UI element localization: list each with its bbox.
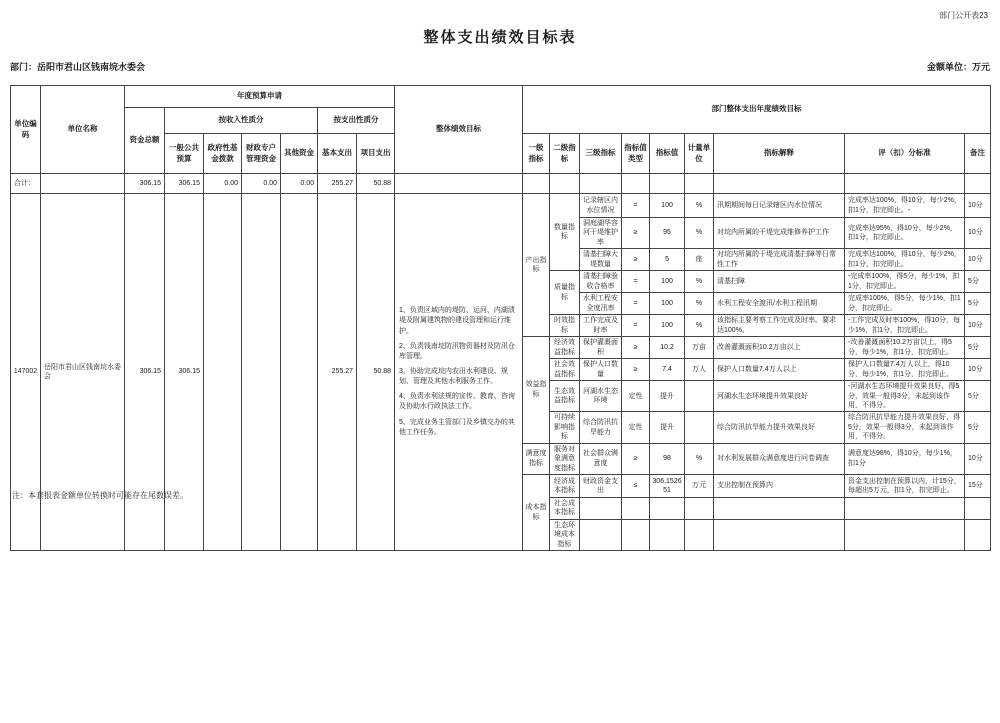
col-header-other-funds: 其他资金 [281, 134, 318, 174]
level3-indicator [580, 519, 622, 550]
level1-output: 产出指标 [523, 194, 550, 337]
col-header-project-exp: 项目支出 [357, 134, 395, 174]
indicator-value [650, 498, 685, 520]
indicator-value: 98 [650, 443, 685, 474]
score-standard: 完成率达100%，得10分，每少2%，扣1分，扣完即止。- [845, 194, 965, 218]
col-header-fiscal-account: 财政专户管理资金 [242, 134, 281, 174]
indicator-explain: 改善灌溉面积10.2万亩以上 [714, 337, 845, 359]
col-header-unit-code: 单位编码 [11, 86, 41, 174]
indicator-value: 100 [650, 194, 685, 218]
note-value: 10分 [965, 315, 991, 337]
note-value: 10分 [965, 194, 991, 218]
total-project-exp-value: 50.88 [357, 174, 395, 194]
indicator-explain: 综合防汛抗旱能力提升效果良好 [714, 412, 845, 443]
col-header-unit-name: 单位名称 [41, 86, 125, 174]
level2-social-benefit: 社会效益指标 [550, 359, 580, 381]
amount-unit-label: 金额单位：万元 [926, 62, 990, 72]
score-standard: 完成率达100%，得10分，每少2%，扣1分，扣完即止。 [845, 249, 965, 271]
col-header-level3: 三级指标 [580, 134, 622, 174]
total-empty [650, 174, 685, 194]
col-header-total-funds: 资金总额 [125, 108, 165, 174]
col-header-general-public: 一般公共预算 [165, 134, 204, 174]
indicator-value: 提升 [650, 412, 685, 443]
col-header-value: 指标值 [650, 134, 685, 174]
total-empty [580, 174, 622, 194]
score-standard: -完成率100%，得5分，每少1%，扣1分，扣完即止。 [845, 271, 965, 293]
score-standard: -改善灌溉面积10.2万亩以上，得5分，每少1%，扣1分，扣完即止。 [845, 337, 965, 359]
value-type: 定性 [622, 412, 650, 443]
level3-indicator: 工作完成及时率 [580, 315, 622, 337]
performance-target-table [10, 85, 991, 551]
unit-gov-fund [204, 194, 242, 551]
col-header-basic-exp: 基本支出 [318, 134, 357, 174]
meta-row [10, 60, 990, 73]
measure-unit: % [685, 271, 714, 293]
value-type: ≥ [622, 249, 650, 271]
total-empty [845, 174, 965, 194]
score-standard: 完成率达95%，得10分，每少2%，扣1分，扣完即止。 [845, 218, 965, 249]
level3-indicator: 综合防汛抗旱能力 [580, 412, 622, 443]
note-value: 10分 [965, 218, 991, 249]
page-title: 整体支出绩效目标表 [423, 29, 577, 46]
measure-unit [685, 498, 714, 520]
col-header-measure-unit: 计量单位 [685, 134, 714, 174]
level1-satisfaction: 满意度指标 [523, 443, 550, 474]
score-standard: 资金支出控制在预算以内，计15分，每超出5万元，扣1分，扣完即止。 [845, 475, 965, 498]
level3-indicator: 保护灌溉面积 [580, 337, 622, 359]
total-empty [523, 174, 550, 194]
header-row-1 [11, 86, 991, 108]
col-header-gov-fund: 政府性基金拨款 [204, 134, 242, 174]
total-empty [714, 174, 845, 194]
score-standard: 满意度达98%，得10分，每少1%，扣1分 [845, 443, 965, 474]
col-header-overall-target: 整体绩效目标 [395, 86, 523, 174]
level3-indicator: 清基扫障大堤数量 [580, 249, 622, 271]
measure-unit: 万元 [685, 475, 714, 498]
level3-indicator: 水利工程安全度汛率 [580, 293, 622, 315]
level2-quality: 质量指标 [550, 271, 580, 315]
level2-service-satisfaction: 服务对象满意度指标 [550, 443, 580, 474]
level3-indicator: 社会群众满意度 [580, 443, 622, 474]
indicator-value: 100 [650, 271, 685, 293]
indicator-explain: 对水利发展群众满意度进行问卷调查 [714, 443, 845, 474]
indicator-row [11, 194, 991, 218]
score-standard: 保护人口数量7.4万人以上，得10分，每少1%，扣1分，扣完即止。 [845, 359, 965, 381]
measure-unit: 万人 [685, 359, 714, 381]
goal-item: 2、负责钱南垸防汛物资器材及防汛仓库管理。 [399, 342, 515, 360]
indicator-value [650, 519, 685, 550]
col-header-score-standard: 评（扣）分标准 [845, 134, 965, 174]
unit-code-value: 147002 [11, 194, 41, 551]
level1-cost: 成本指标 [523, 475, 550, 551]
value-type: ≥ [622, 218, 650, 249]
value-type: = [622, 194, 650, 218]
value-type: = [622, 271, 650, 293]
level1-benefit: 效益指标 [523, 337, 550, 444]
total-other-funds-value: 0.00 [281, 174, 318, 194]
unit-project-exp: 50.88 [357, 194, 395, 551]
indicator-explain: 对垸内所属的干堤完成维修养护工作 [714, 218, 845, 249]
level3-indicator: 洞庭湖华容河干堤维护率 [580, 218, 622, 249]
score-standard [845, 498, 965, 520]
indicator-value: 10.2 [650, 337, 685, 359]
overall-goals-cell [395, 194, 523, 551]
value-type [622, 498, 650, 520]
total-label: 合计： [11, 174, 41, 194]
department-label: 部门：岳阳市君山区钱南垸水委会 [10, 62, 146, 72]
col-header-annual-budget: 年度预算申请 [125, 86, 395, 108]
total-row [11, 174, 991, 194]
indicator-value: 95 [650, 218, 685, 249]
goal-item: 4、负责水利法规的宣传、教育、咨询及协助水行政执法工作。 [399, 393, 515, 411]
col-header-note: 备注 [965, 134, 991, 174]
note-value: 5分 [965, 337, 991, 359]
note-value: 5分 [965, 412, 991, 443]
level2-timeliness: 时效指标 [550, 315, 580, 337]
level3-indicator: 清基扫障验收合格率 [580, 271, 622, 293]
total-goal-empty [395, 174, 523, 194]
indicator-value: 5 [650, 249, 685, 271]
indicator-explain [714, 498, 845, 520]
measure-unit: 万亩 [685, 337, 714, 359]
level2-economic-benefit: 经济效益指标 [550, 337, 580, 359]
value-type: = [622, 315, 650, 337]
score-standard: -工作完成及时率100%，得10分，每少1%，扣1分，扣完即止。 [845, 315, 965, 337]
unit-total-funds: 306.15 [125, 194, 165, 551]
indicator-value: 100 [650, 315, 685, 337]
unit-fiscal-account [242, 194, 281, 551]
indicator-explain: 清基扫障 [714, 271, 845, 293]
level2-eco-benefit: 生态效益指标 [550, 381, 580, 412]
measure-unit: 座 [685, 249, 714, 271]
note-value: 10分 [965, 443, 991, 474]
indicator-value: 306.152651 [650, 475, 685, 498]
level2-eco-env-cost: 生态环境成本指标 [550, 519, 580, 550]
level2-quantity: 数量指标 [550, 194, 580, 271]
col-header-explain: 指标解释 [714, 134, 845, 174]
indicator-value: 100 [650, 293, 685, 315]
unit-general-public: 306.15 [165, 194, 204, 551]
indicator-value: 7.4 [650, 359, 685, 381]
total-empty [965, 174, 991, 194]
measure-unit [685, 519, 714, 550]
measure-unit: % [685, 315, 714, 337]
note-value [965, 498, 991, 520]
value-type: = [622, 293, 650, 315]
value-type [622, 519, 650, 550]
measure-unit: % [685, 218, 714, 249]
total-gov-fund-value: 0.00 [204, 174, 242, 194]
level2-social-cost: 社会成本指标 [550, 498, 580, 520]
indicator-explain [714, 519, 845, 550]
total-empty [685, 174, 714, 194]
goal-item: 1、负责区域内的堤防、运河、内湖渍堤及附属建筑物的建设管理和运行维护。 [399, 307, 515, 335]
goal-item: 5、完成业务主管部门及乡镇交办的其他工作任务。 [399, 418, 515, 436]
score-standard: 完成率100%，得5分，每少1%，扣1分，扣完即止。 [845, 293, 965, 315]
total-empty [622, 174, 650, 194]
note-value [965, 519, 991, 550]
value-type: ≥ [622, 337, 650, 359]
indicator-value: 提升 [650, 381, 685, 412]
col-header-level1: 一级指标 [523, 134, 550, 174]
note-value: 5分 [965, 381, 991, 412]
col-header-dept-annual-target: 部门整体支出年度绩效目标 [523, 86, 991, 134]
unit-other-funds [281, 194, 318, 551]
indicator-explain: 汛期期间每日记录辖区内水位情况 [714, 194, 845, 218]
value-type: ≥ [622, 359, 650, 381]
total-general-public-value: 306.15 [165, 174, 204, 194]
note-value: 5分 [965, 271, 991, 293]
unit-basic-exp: 255.27 [318, 194, 357, 551]
col-header-value-type: 指标值类型 [622, 134, 650, 174]
measure-unit: % [685, 443, 714, 474]
indicator-explain: 保护人口数量7.4万人以上 [714, 359, 845, 381]
goal-item: 3、协助完成垸内农田水利建设、规划、管理及其他水利服务工作。 [399, 368, 508, 386]
total-basic-exp-value: 255.27 [318, 174, 357, 194]
measure-unit: % [685, 293, 714, 315]
total-empty [550, 174, 580, 194]
level3-indicator: 记录辖区内水位情况 [580, 194, 622, 218]
value-type: 定性 [622, 381, 650, 412]
unit-name-value: 岳阳市君山区钱南垸水委会 [41, 194, 125, 551]
note-value: 10分 [965, 359, 991, 381]
col-header-by-income: 按收入性质分 [165, 108, 318, 134]
col-header-by-expenditure: 按支出性质分 [318, 108, 395, 134]
footnote: 注：本套报表金额单位转换时可能存在尾数误差。 [12, 491, 188, 500]
level2-economic-cost: 经济成本指标 [550, 475, 580, 498]
form-number-label: 部门公开表23 [939, 11, 988, 20]
indicator-explain: 河湖水生态环境提升效果良好 [714, 381, 845, 412]
score-standard: -河湖水生态环境提升效果良好，得5分，效果一般得3分，未起到该作用，不得分。 [845, 381, 965, 412]
col-header-level2: 二级指标 [550, 134, 580, 174]
level2-sustainable: 可持续影响指标 [550, 412, 580, 443]
level3-indicator [580, 498, 622, 520]
total-funds-value: 306.15 [125, 174, 165, 194]
level3-indicator: 河湖水生态环境 [580, 381, 622, 412]
indicator-explain: 支出控制在预算内 [714, 475, 845, 498]
indicator-explain: 该指标主要考察工作完成及时率。要求达100%。 [714, 315, 845, 337]
level3-indicator: 保护人口数量 [580, 359, 622, 381]
score-standard [845, 519, 965, 550]
total-unit-name-empty [41, 174, 125, 194]
note-value: 10分 [965, 249, 991, 271]
value-type: ≤ [622, 475, 650, 498]
measure-unit: % [685, 194, 714, 218]
level3-indicator: 财政资金支出 [580, 475, 622, 498]
value-type: ≥ [622, 443, 650, 474]
indicator-explain: 对垸内所属的干堤完成清基扫障等日常性工作 [714, 249, 845, 271]
measure-unit [685, 381, 714, 412]
indicator-explain: 水利工程安全渡汛/水利工程汛期 [714, 293, 845, 315]
note-value: 5分 [965, 293, 991, 315]
score-standard: 综合防汛抗旱能力提升效果良好，得5分，效果一般得3分，未起到该作用，不得分。 [845, 412, 965, 443]
note-value: 15分 [965, 475, 991, 498]
total-fiscal-account-value: 0.00 [242, 174, 281, 194]
measure-unit [685, 412, 714, 443]
